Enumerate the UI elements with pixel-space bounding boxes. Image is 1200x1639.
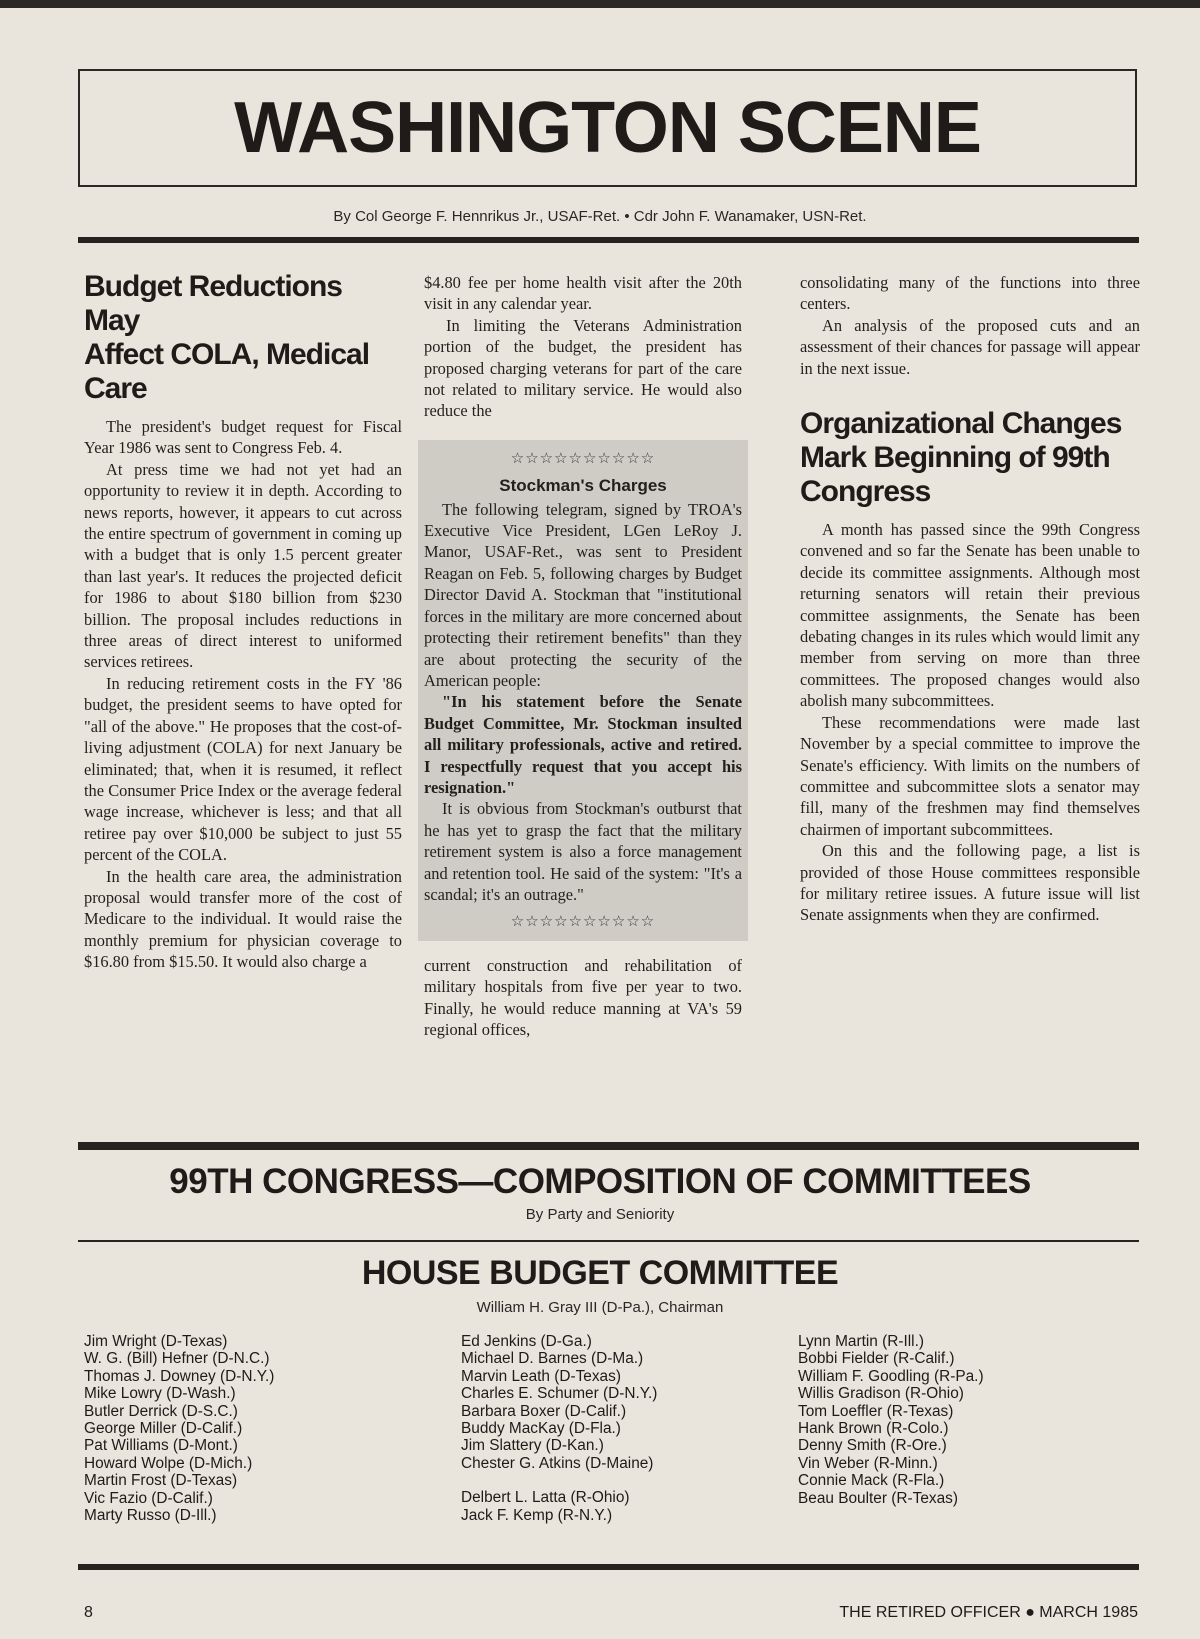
member-name: Chester G. Atkins (D-Maine) xyxy=(461,1454,654,1472)
committees-top-rule xyxy=(78,1142,1139,1150)
article2-headline-line2: Mark Beginning of 99th xyxy=(800,441,1110,475)
article1-headline xyxy=(84,270,402,406)
member-name: Howard Wolpe (D-Mich.) xyxy=(84,1454,253,1472)
member-name: Ed Jenkins (D-Ga.) xyxy=(461,1333,592,1350)
column3 xyxy=(800,272,1140,926)
house-budget-title: HOUSE BUDGET COMMITTEE xyxy=(361,1254,839,1292)
member-name: Hank Brown (R-Colo.) xyxy=(798,1420,949,1438)
member-name: Denny Smith (R-Ore.) xyxy=(798,1437,947,1455)
article2-paragraph: On this and the following page, a list is provided of those House committees responsible for military retiree issues. A future issue will list Senate assignments when they are confirmed. xyxy=(800,841,1140,925)
article1-column1 xyxy=(84,270,402,973)
member-name: Pat Williams (D-Mont.) xyxy=(84,1437,238,1455)
member-name: William F. Goodling (R-Pa.) xyxy=(798,1367,984,1385)
article2-paragraph: A month has passed since the 99th Congress convened and so far the Senate has been unable to decide its committee assignments. Although most returning senators will retain their previous committee assignments, the Senate has been debating changes in its rules which would limit any member from serving on more than three committees. The proposed changes would also abolish many subcommittees. xyxy=(800,520,1140,711)
member-name: Willis Gradison (R-Ohio) xyxy=(798,1385,964,1403)
member-name: Michael D. Barnes (D-Ma.) xyxy=(461,1350,644,1368)
member-name: Marty Russo (D-Ill.) xyxy=(84,1507,217,1525)
stockman-sidebar xyxy=(418,440,748,941)
member-name: Thomas J. Downey (D-N.Y.) xyxy=(84,1367,275,1385)
byline: By Col George F. Hennrikus Jr., USAF-Ret. • Cdr John F. Wanamaker, USN-Ret. xyxy=(333,208,867,225)
article1-paragraph: At press time we had not yet had an opportunity to review it in depth. According to news reports, however, it appears to cut across the entire spectrum of government in coming up with a budget that is only 1.5 percent greater than last year's. It reduces the projected deficit for 1986 to about $180 billion from $230 billion. The proposal includes reductions in three areas of direct interest to uniformed services retirees. xyxy=(84,459,402,672)
member-list-column3 xyxy=(798,1333,984,1507)
sidebar-title: Stockman's Charges xyxy=(499,476,667,496)
article1-paragraph: In limiting the Veterans Administration portion of the budget, the president has proposed charging veterans for part of the care not related to military service. He would also reduce the xyxy=(424,315,742,421)
stars-bottom-icon: ☆☆☆☆☆☆☆☆☆☆ xyxy=(510,912,656,931)
member-name: Barbara Boxer (D-Calif.) xyxy=(461,1402,627,1420)
member-name: Jim Slattery (D-Kan.) xyxy=(461,1437,604,1455)
member-name: Mike Lowry (D-Wash.) xyxy=(84,1385,236,1403)
article1-paragraph: In the health care area, the administration proposal would transfer more of the cost of Medicare to the individual. It would raise the monthly premium for physician coverage to $16.80 from $15.50. It would also charge a xyxy=(84,866,402,972)
article1-paragraph: $4.80 fee per home health visit after the 20th visit in any calendar year. xyxy=(424,273,742,314)
member-name: Butler Derrick (D-S.C.) xyxy=(84,1402,238,1420)
member-name: Charles E. Schumer (D-N.Y.) xyxy=(461,1385,658,1403)
member-name: Lynn Martin (R-Ill.) xyxy=(798,1333,924,1350)
member-name: Marvin Leath (D-Texas) xyxy=(461,1367,621,1385)
top-edge xyxy=(0,0,1200,8)
sidebar-telegram-quote: "In his statement before the Senate Budget Committee, Mr. Stockman insulted all military professionals, active and retired. I respectfully request that you accept his resignation." xyxy=(424,692,742,797)
member-name: Jack F. Kemp (R-N.Y.) xyxy=(461,1506,613,1524)
masthead-box xyxy=(78,69,1137,187)
article2-headline-line3: Congress xyxy=(800,475,931,509)
bottom-rule xyxy=(78,1564,1139,1570)
house-budget-chairman: William H. Gray III (D-Pa.), Chairman xyxy=(476,1299,724,1316)
member-name: Buddy MacKay (D-Fla.) xyxy=(461,1420,621,1438)
member-name: George Miller (D-Calif.) xyxy=(84,1420,243,1438)
member-name: Vin Weber (R-Minn.) xyxy=(798,1454,938,1472)
member-name: W. G. (Bill) Hefner (D-N.C.) xyxy=(84,1350,270,1368)
article1-paragraph: The president's budget request for Fiscal Year 1986 was sent to Congress Feb. 4. xyxy=(84,417,402,458)
article1-headline-line1: Budget Reductions May xyxy=(84,270,342,337)
member-name: Vic Fazio (D-Calif.) xyxy=(84,1489,213,1507)
publication-footer: THE RETIRED OFFICER ● MARCH 1985 xyxy=(839,1604,1138,1621)
committees-divider xyxy=(78,1240,1139,1242)
page-number: 8 xyxy=(84,1604,93,1621)
masthead-title: WASHINGTON SCENE xyxy=(234,88,981,168)
member-name: Martin Frost (D-Texas) xyxy=(84,1472,238,1490)
member-name: Tom Loeffler (R-Texas) xyxy=(798,1402,954,1420)
article2-paragraph: These recommendations were made last November by a special committee to improve the Senate's efficiency. With limits on the numbers of committee and subcommittee slots a senator may fill, many of the freshmen may find themselves chairmen of important subcommittees. xyxy=(800,712,1140,839)
article2-headline xyxy=(800,407,1140,509)
article2-headline-line1: Organizational Changes xyxy=(800,407,1122,441)
stars-top-icon: ☆☆☆☆☆☆☆☆☆☆ xyxy=(510,448,656,467)
article1-paragraph: An analysis of the proposed cuts and an assessment of their chances for passage will appear in the next issue. xyxy=(800,315,1140,378)
masthead-rule xyxy=(78,237,1139,243)
article1-headline-line2: Affect COLA, Medical Care xyxy=(84,338,370,405)
member-name: Bobbi Fielder (R-Calif.) xyxy=(798,1350,955,1368)
member-name: Beau Boulter (R-Texas) xyxy=(798,1489,958,1507)
article1-column2 xyxy=(424,272,742,1040)
member-name: Jim Wright (D-Texas) xyxy=(84,1333,228,1350)
article1-paragraph: current construction and rehabilitation of military hospitals from five per year to two. Finally, he would reduce manning at VA's 59 regional offices, xyxy=(424,955,742,1039)
committees-subtitle: By Party and Seniority xyxy=(525,1206,675,1223)
member-name: Connie Mack (R-Fla.) xyxy=(798,1472,945,1490)
committees-title: 99TH CONGRESS—COMPOSITION OF COMMITTEES xyxy=(169,1162,1031,1201)
sidebar-paragraph: It is obvious from Stockman's outburst that he has yet to grasp the fact that the military retirement system is also a force management and retention tool. He said of the system: "It's a scandal; it's an outrage." xyxy=(424,799,742,904)
member-list-column1 xyxy=(84,1333,274,1524)
sidebar-paragraph: The following telegram, signed by TROA's Executive Vice President, LGen LeRoy J. Manor, USAF-Ret., was sent to President Reagan on Feb. 5, following charges by Budget Director David A. Stockman that "institutional forces in the military are more concerned about protecting their retirement benefits" than they are about protecting the security of the American people: xyxy=(424,499,742,690)
article1-paragraph: In reducing retirement costs in the FY '86 budget, the president seems to have opted for "all of the above." He proposes that the cost-of-living adjustment (COLA) for next January be eliminated; that, when it is resumed, it reflect the Consumer Price Index or the average federal wage increase, whichever is less; and that all retiree pay over $10,000 be subject to just 55 percent of the COLA. xyxy=(84,673,402,865)
member-name: Delbert L. Latta (R-Ohio) xyxy=(461,1489,630,1507)
list-spacer xyxy=(461,1472,657,1489)
article1-paragraph: consolidating many of the functions into three centers. xyxy=(800,273,1140,314)
member-list-column2 xyxy=(461,1333,657,1524)
